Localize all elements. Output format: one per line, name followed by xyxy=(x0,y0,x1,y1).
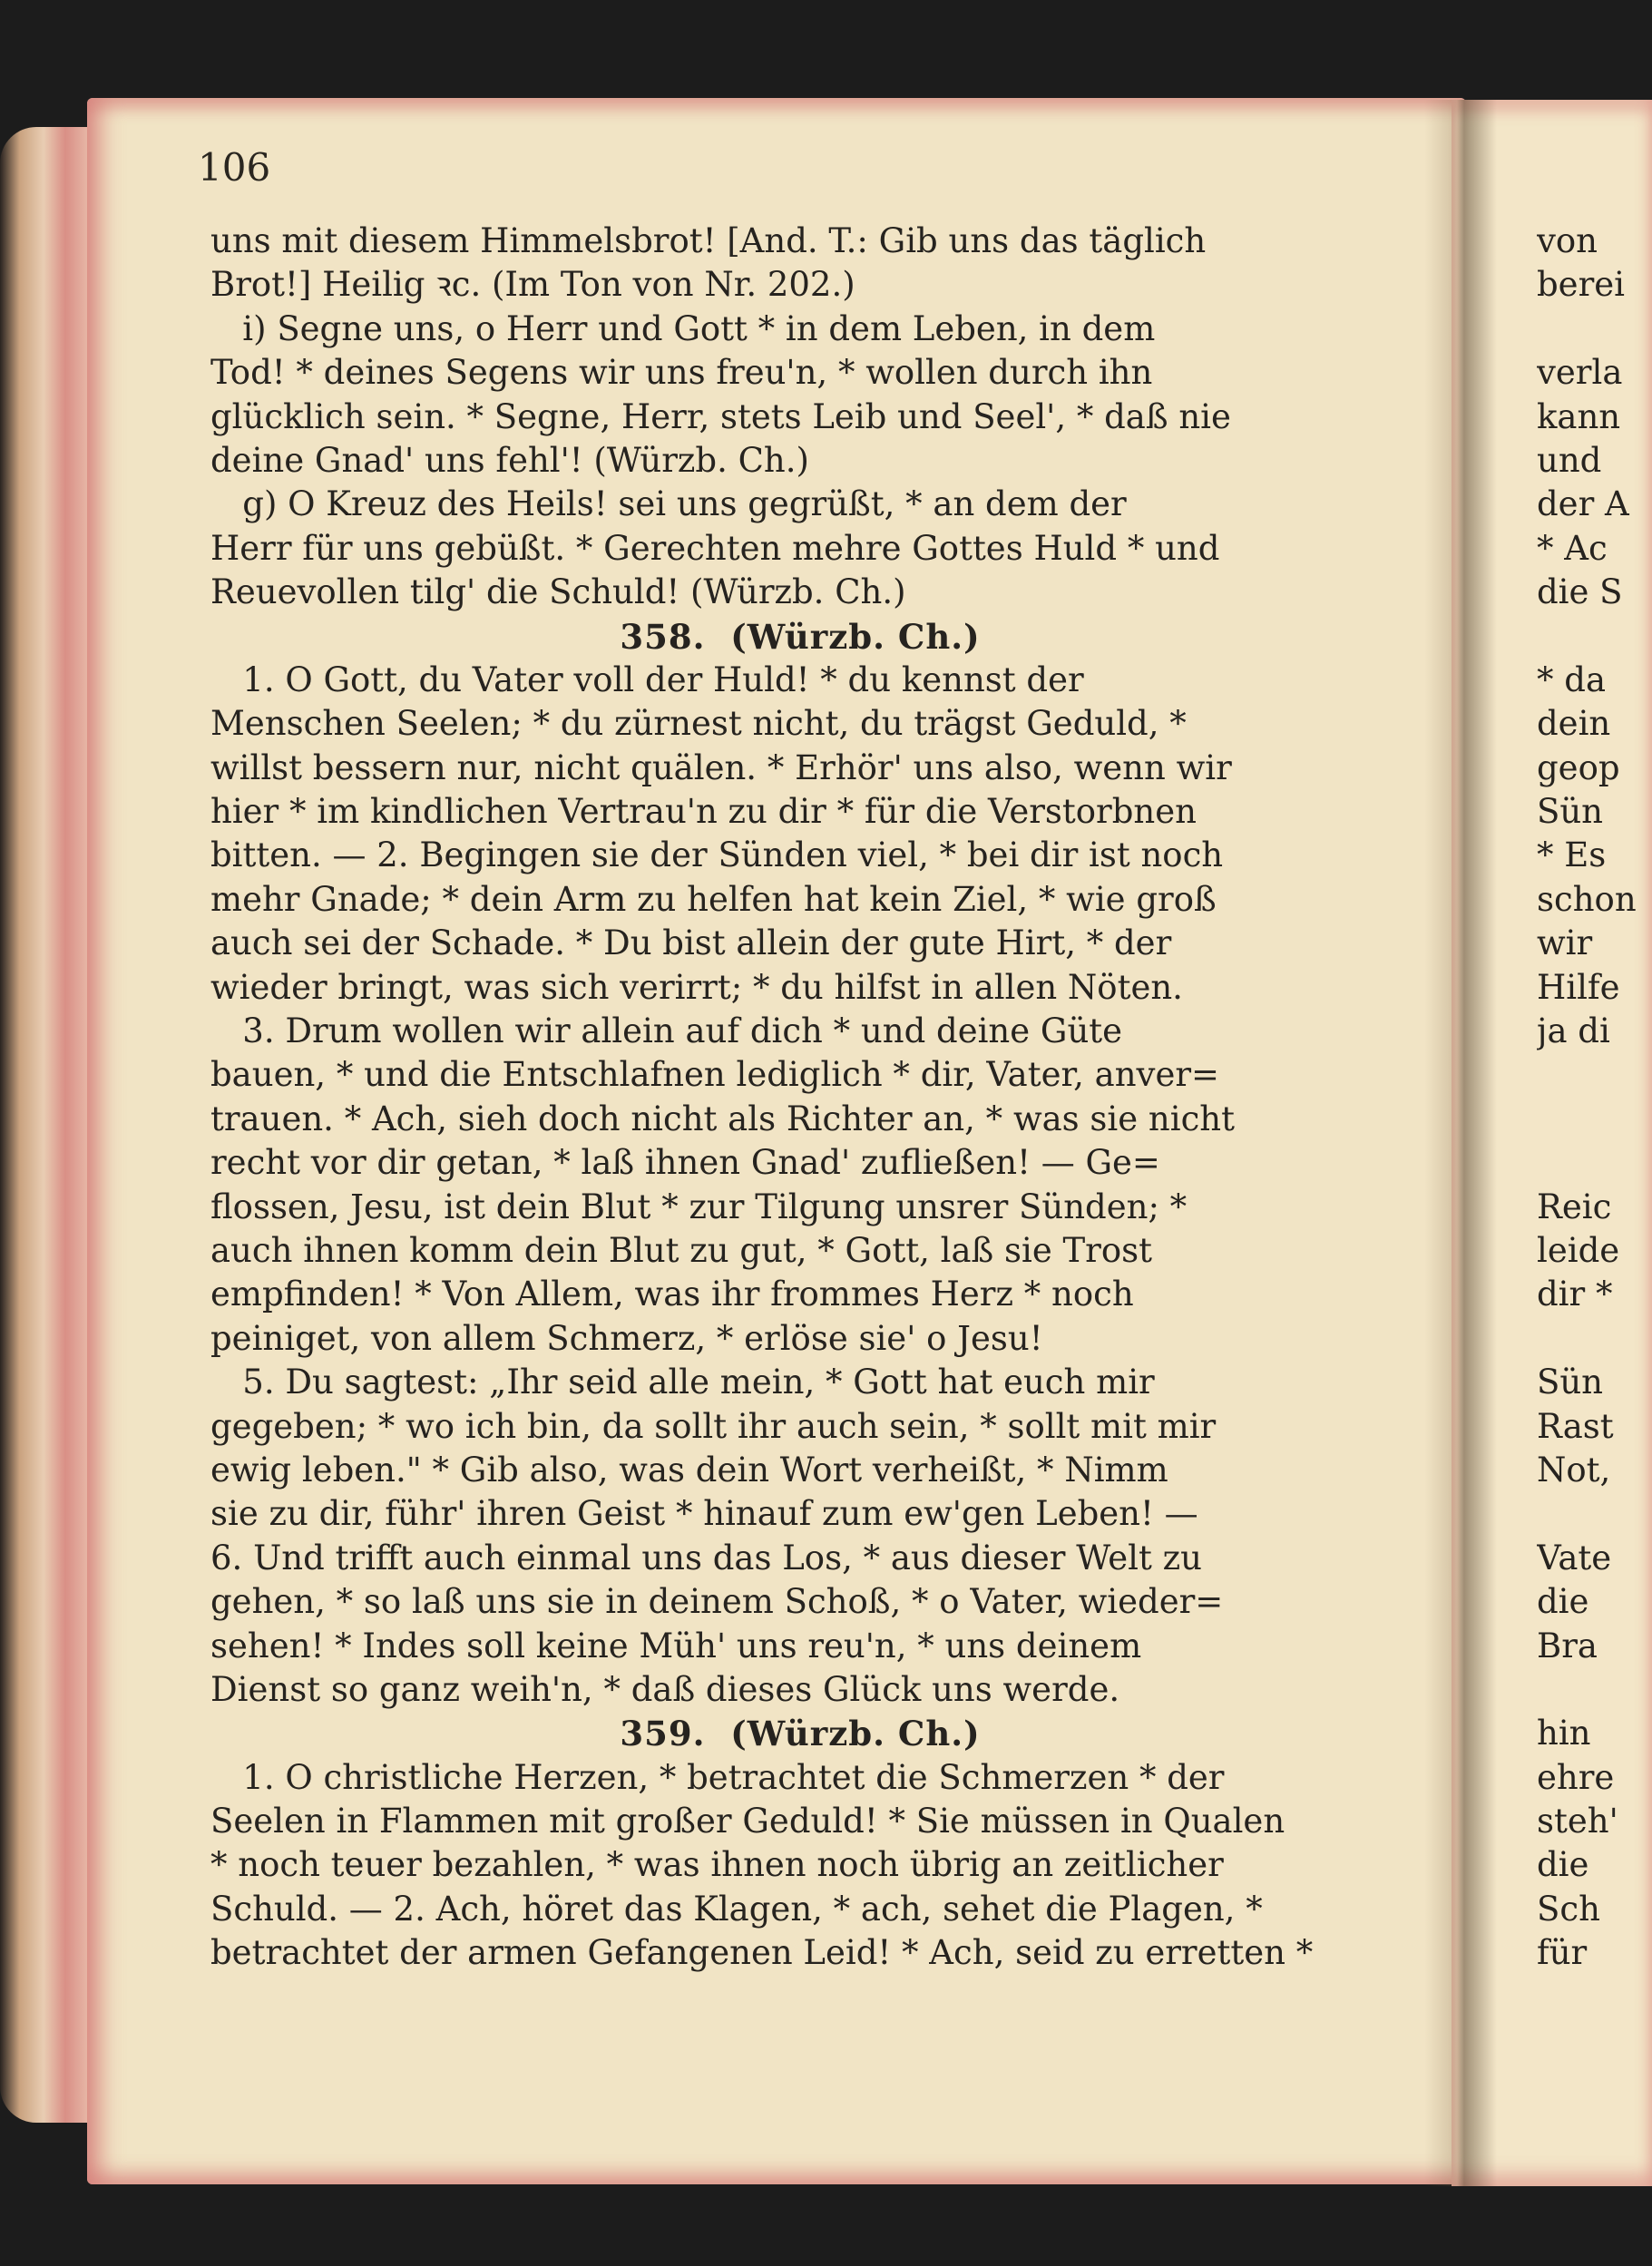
hymn-number-heading: 359. (Würzb. Ch.) xyxy=(620,1714,981,1754)
right-page-fragment: die xyxy=(1537,1845,1589,1885)
right-page-fragment: Rast xyxy=(1537,1406,1614,1446)
text-line: sie zu dir, führ' ihren Geist * hinauf zum ew'gen Leben! — xyxy=(210,1494,1198,1534)
text-line: i) Segne uns, o Herr und Gott * in dem Leben, in dem xyxy=(210,308,1156,348)
text-line: Brot!] Heilig ꝛc. (Im Ton von Nr. 202.) xyxy=(210,265,855,305)
text-line: peiniget, von allem Schmerz, * erlöse sie' o Jesu! xyxy=(210,1318,1043,1358)
right-page-fragment: steh' xyxy=(1537,1802,1618,1841)
right-page-fragment: schon xyxy=(1537,879,1637,919)
right-page-fragment: Sün xyxy=(1537,1363,1604,1402)
text-line: 1. O christliche Herzen, * betrachtet die Schmerzen * der xyxy=(210,1757,1225,1797)
right-page-fragment: ehre xyxy=(1537,1757,1615,1797)
text-line: sehen! * Indes soll keine Müh' uns reu'n, * uns deinem xyxy=(210,1626,1142,1665)
right-page-fragment: der A xyxy=(1537,484,1629,524)
right-page-fragment: wir xyxy=(1537,923,1593,963)
text-line: gegeben; * wo ich bin, da sollt ihr auch sein, * sollt mit mir xyxy=(210,1406,1217,1446)
right-page-fragment: * Es xyxy=(1537,835,1607,875)
right-page-fragment: Sch xyxy=(1537,1889,1600,1929)
text-line: glücklich sein. * Segne, Herr, stets Leib und Seel', * daß nie xyxy=(210,396,1231,436)
text-line: gehen, * so laß uns sie in deinem Schoß, * o Vater, wieder= xyxy=(210,1582,1224,1622)
right-page-fragment xyxy=(1537,1668,1652,1712)
text-line: Schuld. — 2. Ach, höret das Klagen, * ach, sehet die Plagen, * xyxy=(210,1889,1263,1929)
text-line: betrachtet der armen Gefangenen Leid! * Ach, seid zu erretten * xyxy=(210,1933,1314,1973)
right-page-fragment: Hilfe xyxy=(1537,967,1620,1007)
book-gutter xyxy=(1424,100,1497,2186)
hymn-number-heading: 358. (Würzb. Ch.) xyxy=(620,616,981,657)
text-line: empfinden! * Von Allem, was ihr frommes Herz * noch xyxy=(210,1275,1134,1314)
right-page-fragment xyxy=(1537,308,1652,351)
right-page-fragment: Vate xyxy=(1537,1538,1612,1577)
text-line: uns mit diesem Himmelsbrot! [And. T.: Gib uns das täglich xyxy=(210,221,1207,260)
text-line: 3. Drum wollen wir allein auf dich * und deine Güte xyxy=(210,1011,1123,1051)
right-page-fragment: Bra xyxy=(1537,1626,1598,1665)
text-line: bauen, * und die Entschlafnen lediglich * dir, Vater, anver= xyxy=(210,1055,1220,1095)
text-line: 6. Und trifft auch einmal uns das Los, * aus dieser Welt zu xyxy=(210,1538,1202,1577)
text-line: trauen. * Ach, sieh doch nicht als Richter an, * was sie nicht xyxy=(210,1099,1235,1138)
right-page-fragment: für xyxy=(1537,1933,1588,1973)
text-line: ewig leben." * Gib also, was dein Wort verheißt, * Nimm xyxy=(210,1450,1168,1490)
text-line: Reuevollen tilg' die Schuld! (Würzb. Ch.) xyxy=(210,572,906,612)
text-line: Herr für uns gebüßt. * Gerechten mehre Gottes Huld * und xyxy=(210,528,1220,568)
text-line: auch sei der Schade. * Du bist allein der gute Hirt, * der xyxy=(210,923,1172,963)
right-page-text xyxy=(1537,220,1652,1976)
text-line: wieder bringt, was sich verirrt; * du hilfst in allen Nöten. xyxy=(210,967,1183,1007)
left-page-text xyxy=(210,220,1390,1976)
right-page-fragment: und xyxy=(1537,440,1602,480)
text-line: Menschen Seelen; * du zürnest nicht, du trägst Geduld, * xyxy=(210,704,1187,744)
right-page-fragment xyxy=(1537,1098,1652,1141)
text-line: flossen, Jesu, ist dein Blut * zur Tilgung unsrer Sünden; * xyxy=(210,1187,1188,1226)
right-page-fragment: dein xyxy=(1537,704,1611,744)
right-page-fragment: die xyxy=(1537,1582,1589,1622)
text-line: 5. Du sagtest: „Ihr seid alle mein, * Gott hat euch mir xyxy=(210,1363,1155,1402)
right-page-fragment xyxy=(1537,1053,1652,1097)
text-line: Tod! * deines Segens wir uns freu'n, * wollen durch ihn xyxy=(210,353,1153,393)
text-line: deine Gnad' uns fehl'! (Würzb. Ch.) xyxy=(210,440,809,480)
text-line: hier * im kindlichen Vertrau'n zu dir * für die Verstorbnen xyxy=(210,792,1197,832)
right-page-fragment: Sün xyxy=(1537,792,1604,832)
right-page-fragment xyxy=(1537,1317,1652,1361)
right-page-fragment xyxy=(1537,1141,1652,1185)
text-line: * noch teuer bezahlen, * was ihnen noch übrig an zeitlicher xyxy=(210,1845,1224,1885)
right-page-fragment: geop xyxy=(1537,747,1620,787)
page-number: 106 xyxy=(198,145,271,190)
text-line: auch ihnen komm dein Blut zu gut, * Gott, laß sie Trost xyxy=(210,1230,1152,1270)
right-page-fragment: dir * xyxy=(1537,1275,1613,1314)
right-page-fragment: * Ac xyxy=(1537,528,1608,568)
text-line: bitten. — 2. Begingen sie der Sünden viel, * bei dir ist noch xyxy=(210,835,1224,875)
right-page-fragment: Reic xyxy=(1537,1187,1612,1226)
right-page-fragment: berei xyxy=(1537,265,1625,305)
text-line: Dienst so ganz weih'n, * daß dieses Glück uns werde. xyxy=(210,1669,1120,1709)
text-line: g) O Kreuz des Heils! sei uns gegrüßt, * an dem der xyxy=(210,484,1127,524)
right-page-fragment: * da xyxy=(1537,659,1607,699)
right-page-fragment: die S xyxy=(1537,572,1623,612)
right-page-fragment: verla xyxy=(1537,353,1623,393)
right-page-fragment: kann xyxy=(1537,396,1621,436)
right-page-fragment: leide xyxy=(1537,1230,1620,1270)
right-page-fragment xyxy=(1537,1492,1652,1536)
right-page-fragment: ja di xyxy=(1537,1011,1610,1051)
text-line: willst bessern nur, nicht quälen. * Erhör' uns also, wenn wir xyxy=(210,747,1232,787)
right-page-fragment xyxy=(1537,615,1652,659)
text-line: mehr Gnade; * dein Arm zu helfen hat kein Ziel, * wie groß xyxy=(210,879,1217,919)
right-page-fragment: von xyxy=(1537,221,1598,260)
text-line: 1. O Gott, du Vater voll der Huld! * du kennst der xyxy=(210,659,1084,699)
text-line: recht vor dir getan, * laß ihnen Gnad' zufließen! — Ge= xyxy=(210,1143,1160,1183)
right-page-fragment: Not, xyxy=(1537,1450,1611,1490)
text-line: Seelen in Flammen mit großer Geduld! * Sie müssen in Qualen xyxy=(210,1802,1285,1841)
right-page-fragment: hin xyxy=(1537,1714,1591,1753)
